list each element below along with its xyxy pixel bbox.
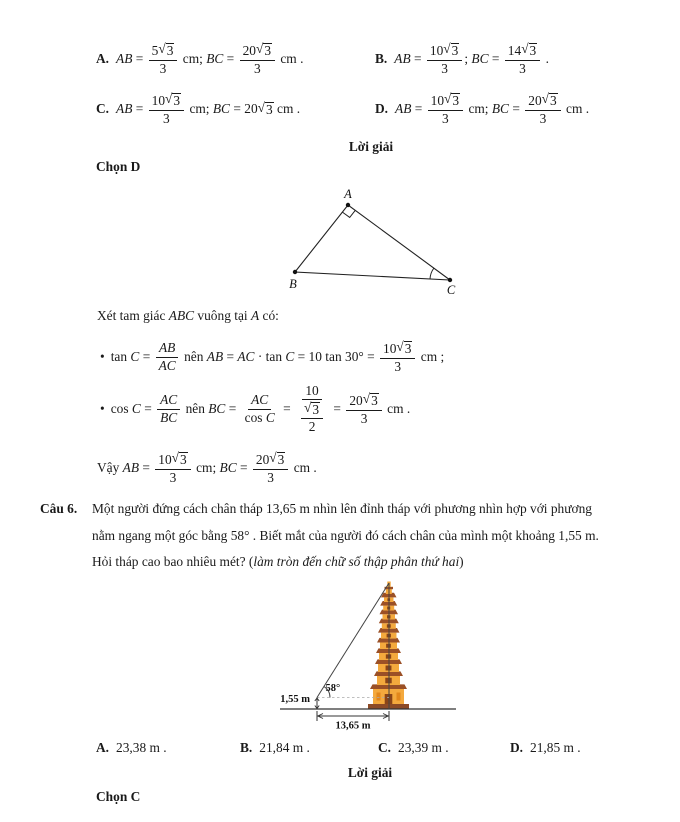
- triangle-outline: [295, 205, 450, 280]
- bullet-dot: •: [100, 401, 105, 416]
- bullet-dot: •: [100, 349, 105, 364]
- q5-option-d: [375, 86, 589, 132]
- q5-choice: Chọn D: [96, 159, 141, 174]
- vertex-a-dot: [346, 203, 350, 207]
- q5-intro-text: Xét tam giác ABC vuông tại A có:: [97, 308, 279, 323]
- angle-label: 58°: [325, 683, 341, 694]
- q5-tan-formula: tan C = $\frac{AB}{AC}$ nên AB = AC · tan C = 10 tan 30° = 10 √ 3 3 cm ;: [110, 339, 445, 374]
- right-triangle-diagram: [270, 184, 470, 302]
- q6-option-a: [96, 739, 167, 757]
- q6-option-c: [378, 739, 449, 757]
- q6-option-d-label: D.: [510, 740, 524, 755]
- q5-option-d-formula: AB = 10 √ 3 3 cm; BC = 20 √ 3 3 cm .: [395, 91, 590, 126]
- vertex-c-dot: [448, 278, 452, 282]
- q5-option-d-label: D.: [375, 101, 389, 116]
- vertex-c-label: C: [446, 283, 456, 297]
- vertex-a-label: A: [344, 187, 352, 201]
- vertex-b-dot: [293, 270, 297, 274]
- q6-statement-line-3: Hỏi tháp cao bao nhiêu mét? ( làm tròn đến chữ số thập phân thứ hai ): [92, 554, 464, 569]
- q6-option-a-label: A.: [96, 740, 110, 755]
- q6-option-b: [240, 739, 310, 757]
- q6-statement-line-2: nằm ngang một góc bằng 58° . Biết mắt của người đó cách chân của mình một khoảng 1,55 m.: [92, 527, 599, 543]
- q5-cos-formula: cos C = $\frac{AC}{BC}$ nên BC = AC cos C = 10 √ 3 2 = 20 √ 3 3 cm .: [110, 382, 411, 435]
- q6-number: Câu 6.: [40, 501, 78, 516]
- pagoda-tower-diagram: [268, 580, 463, 735]
- q5-tan-line: [100, 334, 444, 380]
- angle-c-arc: [430, 268, 434, 279]
- q5-option-c-formula: AB = 10 √ 3 3 cm; BC = 20 √ 3 cm .: [116, 91, 301, 126]
- q5-conclusion-line: [97, 448, 317, 488]
- q6-option-a-text: 23,38 m .: [116, 740, 167, 755]
- pagoda-window-right: [397, 693, 401, 701]
- q6-solution-heading: Lời giải: [347, 765, 393, 780]
- q5-option-b-label: B.: [375, 51, 388, 66]
- q5-option-a: [96, 36, 303, 82]
- eye-height-label: 1,55 m: [280, 694, 310, 705]
- q6-option-d: [510, 739, 581, 757]
- q5-conclusion-formula: Vậy AB = 10 √ 3 3 cm; BC = 20 √ 3 3 cm .: [97, 450, 317, 485]
- q5-cos-line: [100, 384, 410, 434]
- q5-option-a-formula: AB = 5 √ 3 3 cm; BC = 20 √ 3 3 cm .: [116, 41, 304, 76]
- q6-statement: [92, 496, 599, 576]
- q5-intro-line: [97, 306, 279, 326]
- q6-statement-line-1: Một người đứng cách chân tháp 13,65 m nhìn lên đỉnh tháp với phương nhìn hợp với phương: [92, 501, 592, 516]
- q5-option-a-label: A.: [96, 51, 110, 66]
- q5-option-c-label: C.: [96, 101, 110, 116]
- q6-choice: Chọn C: [96, 789, 141, 804]
- distance-label: 13,65 m: [335, 720, 371, 732]
- vertex-b-label: B: [289, 277, 297, 291]
- q5-option-b-formula: AB = 10 √ 3 3 ; BC = 14 √ 3 3 .: [394, 41, 549, 76]
- q6-option-c-label: C.: [378, 740, 392, 755]
- q6-option-b-text: 21,84 m .: [259, 740, 310, 755]
- q6-option-b-label: B.: [240, 740, 253, 755]
- q5-solution-heading: Lời giải: [348, 139, 394, 154]
- q5-option-b: [375, 36, 549, 82]
- q6-option-c-text: 23,39 m .: [398, 740, 449, 755]
- pagoda-window-left: [377, 693, 381, 701]
- q6-option-d-text: 21,85 m .: [530, 740, 581, 755]
- right-angle-mark: [342, 210, 355, 217]
- q5-option-c: [96, 86, 300, 132]
